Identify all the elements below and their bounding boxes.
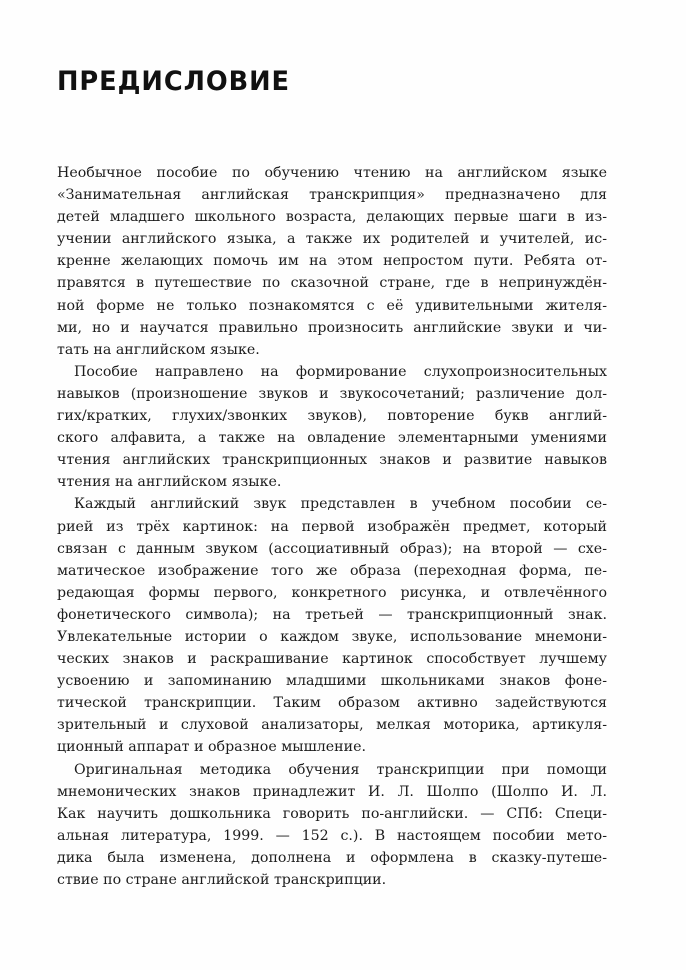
preface-body [57, 162, 607, 891]
text-line: ствие по стране английской транскрипции. [57, 872, 387, 888]
text-line: «Занимательная английская транскрипция» предназначено для [57, 187, 607, 204]
text-line: дика была изменена, дополнена и оформлена в сказку-путеше- [57, 849, 607, 866]
text-line: кренне желающих помочь им на этом непростом пути. Ребята от- [57, 253, 607, 270]
text-line: ческих знаков и раскрашивание картинок способствует лучшему [57, 651, 607, 668]
text-line: Пособие направлено на формирование слухопроизносительных [74, 363, 607, 380]
text-line: ского алфавита, а также на овладение элементарными умениями [57, 430, 607, 447]
paragraph-1 [57, 162, 607, 361]
text-line: детей младшего школьного возраста, делающих первые шаги в из- [57, 209, 607, 226]
text-line: редающая формы первого, конкретного рисунка, и отвлечённого [57, 584, 607, 601]
text-line: ной форме не только познакомятся с её удивительными жителя- [57, 297, 607, 314]
text-line: тать на английском языке. [57, 341, 260, 358]
text-line: мнемонических знаков принадлежит И. Л. Шолпо (Шолпо И. Л. [57, 783, 607, 800]
text-line: учении английского языка, а также их родителей и учителей, ис- [57, 231, 607, 248]
text-line: зрительный и слуховой анализаторы, мелкая моторика, артикуля- [57, 717, 607, 734]
text-line: Необычное пособие по обучению чтению на английском языке [57, 165, 607, 181]
text-line: ционный аппарат и образное мышление. [57, 739, 366, 756]
text-line: чтения английских транскрипционных знаков и развитие навыков [57, 452, 607, 469]
text-line: Как научить дошкольника говорить по-английски. — СПб: Специ- [57, 805, 607, 822]
text-line: усвоению и запоминанию младшими школьниками знаков фоне- [57, 673, 607, 690]
text-line: Оригинальная методика обучения транскрипции при помощи [74, 761, 607, 778]
text-line: чтения на английском языке. [57, 474, 282, 491]
text-line: рией из трёх картинок: на первой изображён предмет, который [57, 518, 607, 535]
text-line: ми, но и научатся правильно произносить английские звуки и чи- [57, 319, 607, 336]
text-line: альная литература, 1999. — 152 с.). В настоящем пособии мето- [57, 827, 607, 844]
text-line: навыков (произношение звуков и звукосочетаний; различение дол- [57, 385, 607, 402]
text-line: гих/кратких, глухих/звонких звуков), повторение букв англий- [57, 408, 607, 425]
paragraph-3 [57, 493, 607, 758]
paragraph-4 [57, 759, 607, 892]
text-line: матическое изображение того же образа (переходная форма, пе- [57, 562, 607, 579]
text-line: связан с данным звуком (ассоциативный образ); на второй — схе- [57, 540, 607, 557]
text-line: правятся в путешествие по сказочной стране, где в непринуждён- [57, 275, 607, 292]
text-line: Каждый английский звук представлен в учебном пособии се- [74, 496, 607, 513]
text-line: Увлекательные истории о каждом звуке, использование мнемони- [57, 628, 607, 645]
paragraph-2 [57, 361, 607, 494]
text-line: тической транскрипции. Таким образом активно задействуются [57, 695, 607, 712]
page-title: ПРЕДИСЛОВИЕ [57, 66, 291, 97]
text-line: фонетического символа); на третьей — транскрипционный знак. [57, 606, 607, 623]
